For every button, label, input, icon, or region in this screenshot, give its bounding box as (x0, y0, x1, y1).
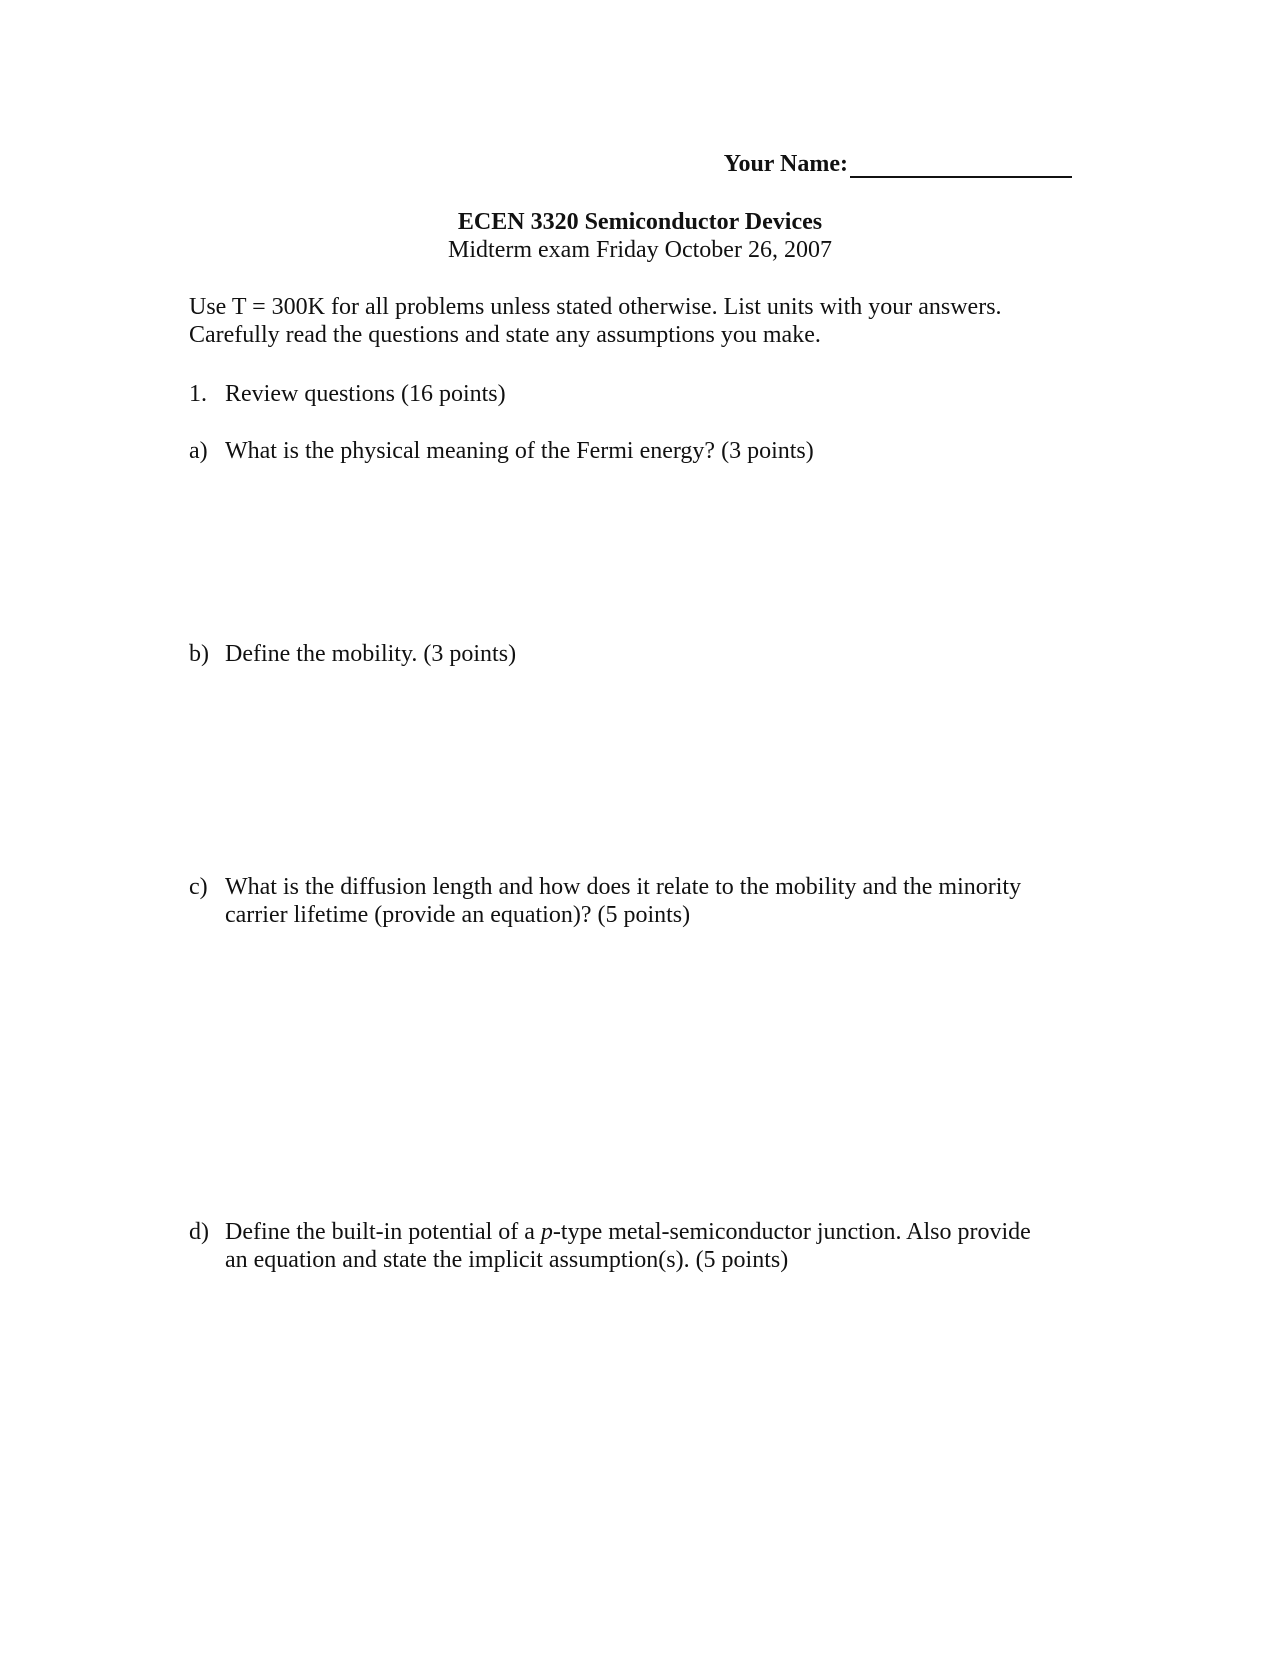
name-field (724, 150, 1072, 178)
name-blank-line[interactable] (850, 154, 1072, 178)
part-d-text-pre: Define the built-in potential of a (225, 1219, 541, 1245)
part-c-text-line-2: carrier lifetime (provide an equation)? (5 points) (225, 902, 691, 928)
part-a-text: What is the physical meaning of the Fermi energy? (3 points) (225, 438, 814, 464)
question-1-number: 1. (189, 381, 207, 407)
part-d-text-post: -type metal-semiconductor junction. Also provide (552, 1219, 1031, 1245)
name-label: Your Name: (723, 151, 848, 177)
part-b-text: Define the mobility. (3 points) (225, 641, 517, 667)
part-d-text-line-1 (225, 1218, 1031, 1246)
instructions-line-2: Carefully read the questions and state any assumptions you make. (189, 322, 821, 348)
part-a-label: a) (189, 438, 208, 464)
part-c-text-line-1: What is the diffusion length and how does it relate to the mobility and the minority (225, 874, 1022, 900)
question-1-text: Review questions (16 points) (225, 381, 506, 407)
exam-date: Midterm exam Friday October 26, 2007 (448, 237, 832, 263)
part-d-label: d) (189, 1219, 209, 1245)
part-b-label: b) (189, 641, 209, 667)
instructions-line-1: Use T = 300K for all problems unless stated otherwise. List units with your answers. (189, 294, 1002, 320)
part-d-text-italic: p (540, 1219, 553, 1245)
course-title: ECEN 3320 Semiconductor Devices (457, 209, 823, 235)
part-d-text-line-2: an equation and state the implicit assumption(s). (5 points) (225, 1247, 789, 1273)
part-c-label: c) (189, 874, 208, 900)
